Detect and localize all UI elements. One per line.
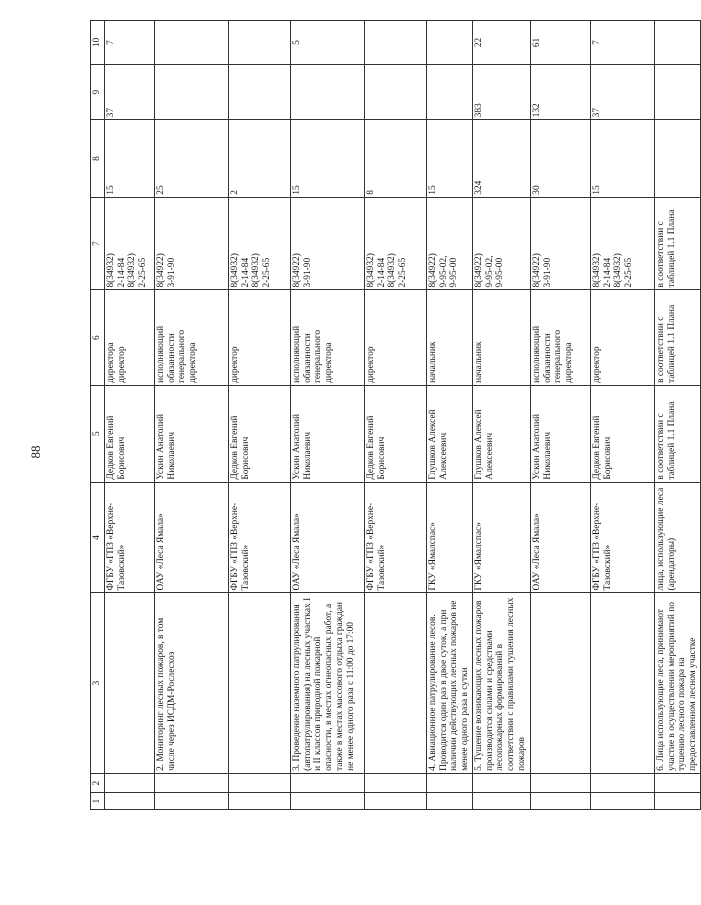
table-cell-col8: 15	[291, 120, 365, 197]
table-cell-col4: ФГБУ «ГПЗ «Верхне-Тазовский»	[365, 482, 427, 593]
table-cell-col2	[531, 773, 591, 792]
table-cell-col9: 37	[591, 64, 655, 119]
table-cell-col3: 2. Мониторинг лесных пожаров, в том числе через ИСДМ-Рослесхоз	[155, 593, 229, 773]
table-cell-col5: Дедков Евгений Борисович	[591, 385, 655, 482]
table-cell-col1	[655, 793, 701, 810]
table-cell-col9	[655, 64, 701, 119]
table-cell-col9: 37	[105, 64, 155, 119]
table-cell-col2	[229, 773, 291, 792]
table-cell-col10	[155, 21, 229, 65]
table-cell-col4: ОАУ «Леса Ямала»	[531, 482, 591, 593]
table-cell-col1	[229, 793, 291, 810]
table-row	[155, 21, 229, 810]
table-cell-col2	[291, 773, 365, 792]
table-row	[105, 21, 155, 810]
table-row	[291, 21, 365, 810]
table-cell-col2	[591, 773, 655, 792]
table-cell-col4: лица, использующие леса (арендаторы)	[655, 482, 701, 593]
table-cell-col5: Дедков Евгений Борисович	[365, 385, 427, 482]
table-cell-col6: в соответствии с таблицей 1.1 Плана	[655, 290, 701, 385]
table-cell-col3: 5. Тушение возникающих лесных пожаров производится силами и средствами лесопожарных формирований в соответствии с правилами тушения лесных пожаров	[473, 593, 531, 773]
table-cell-col6: начальник	[473, 290, 531, 385]
rotated-table-container	[90, 20, 699, 810]
header-cell: 10	[91, 21, 105, 65]
header-cell: 4	[91, 482, 105, 593]
header-cell: 5	[91, 385, 105, 482]
table-cell-col1	[105, 793, 155, 810]
table-cell-col4: ОАУ «Леса Ямала»	[155, 482, 229, 593]
table-cell-col10	[655, 21, 701, 65]
header-cell: 8	[91, 120, 105, 197]
table-cell-col6: исполняющий обязанности генерального директора	[291, 290, 365, 385]
table-cell-col8: 25	[155, 120, 229, 197]
table-cell-col10: 7	[105, 21, 155, 65]
header-cell: 9	[91, 64, 105, 119]
header-cell: 7	[91, 197, 105, 290]
table-cell-col7: 8(34922) 9-95-02, 9-95-00	[427, 197, 473, 290]
table-cell-col3	[591, 593, 655, 773]
table-cell-col9	[291, 64, 365, 119]
table-row	[655, 21, 701, 810]
table-cell-col7: 8(34922) 3-91-90	[155, 197, 229, 290]
header-cell: 3	[91, 593, 105, 773]
table-cell-col8: 15	[591, 120, 655, 197]
table-cell-col9: 383	[473, 64, 531, 119]
table-row	[473, 21, 531, 810]
table-cell-col1	[531, 793, 591, 810]
table-cell-col7: 8(34932) 2-14-84 8(34932) 2-25-65	[591, 197, 655, 290]
table-cell-col6: директор	[591, 290, 655, 385]
table-cell-col6: начальник	[427, 290, 473, 385]
table-cell-col3	[365, 593, 427, 773]
table-cell-col3	[229, 593, 291, 773]
table-cell-col1	[291, 793, 365, 810]
table-cell-col3: 4. Авиационное патрулирование лесов. Проводится один раз в двое суток, а при наличии действующих лесных пожаров не менее одного раза в сутки	[427, 593, 473, 773]
table-row	[591, 21, 655, 810]
table-row	[365, 21, 427, 810]
table-cell-col10	[365, 21, 427, 65]
table-cell-col4: ФГБУ «ГПЗ «Верхне-Тазовский»	[229, 482, 291, 593]
table-cell-col7: 8(34922) 3-91-90	[531, 197, 591, 290]
table-cell-col6: директор	[229, 290, 291, 385]
table-cell-col8: 8	[365, 120, 427, 197]
table-row	[427, 21, 473, 810]
table-cell-col4: ФГБУ «ГПЗ «Верхне-Тазовский»	[591, 482, 655, 593]
table-cell-col3	[105, 593, 155, 773]
table-cell-col1	[365, 793, 427, 810]
table-cell-col5: Дедков Евгений Борисович	[229, 385, 291, 482]
table-cell-col6: директор	[365, 290, 427, 385]
table-cell-col10: 61	[531, 21, 591, 65]
table-cell-col8: 2	[229, 120, 291, 197]
table-cell-col2	[365, 773, 427, 792]
table-cell-col4: ГКУ «Ямалспас»	[427, 482, 473, 593]
table-row	[229, 21, 291, 810]
table-cell-col5: Ускин Анатолий Николаевич	[291, 385, 365, 482]
table-cell-col10	[229, 21, 291, 65]
table-cell-col1	[427, 793, 473, 810]
table-cell-col6: исполняющий обязанности генерального директора	[531, 290, 591, 385]
table-cell-col7: 8(34932) 2-14-84 8(34932) 2-25-65	[105, 197, 155, 290]
table-cell-col5: Глушков Алексей Алексеевич	[427, 385, 473, 482]
table-cell-col6: исполняющий обязанности генерального директора	[155, 290, 229, 385]
table-cell-col5: Дедков Евгений Борисович	[105, 385, 155, 482]
table-cell-col10: 5	[291, 21, 365, 65]
table-cell-col6: директора директор	[105, 290, 155, 385]
table-cell-col5: в соответствии с таблицей 1.1 Плана	[655, 385, 701, 482]
table-cell-col10: 7	[591, 21, 655, 65]
table-cell-col10: 22	[473, 21, 531, 65]
table-cell-col3: 3. Проведение наземного патрулирования (автопатрулирования) на лесных участках I и II классов природной пожарной опасности, в местах огнеопасных работ, а также в местах массового отдыха граждан не менее одного раза с 11:00 до 17:00	[291, 593, 365, 773]
table-cell-col2	[155, 773, 229, 792]
table-cell-col4: ФГБУ «ГПЗ «Верхне-Тазовский»	[105, 482, 155, 593]
table-cell-col1	[591, 793, 655, 810]
table-cell-col8: 15	[427, 120, 473, 197]
table-cell-col8: 15	[105, 120, 155, 197]
table-cell-col3	[531, 593, 591, 773]
page-number: 88	[28, 445, 43, 459]
table-cell-col9	[155, 64, 229, 119]
table-cell-col5: Ускин Анатолий Николаевич	[155, 385, 229, 482]
table-cell-col10	[427, 21, 473, 65]
header-cell: 2	[91, 773, 105, 792]
table-cell-col9	[427, 64, 473, 119]
header-cell: 6	[91, 290, 105, 385]
table-cell-col2	[105, 773, 155, 792]
table-cell-col4: ОАУ «Леса Ямала»	[291, 482, 365, 593]
table-cell-col8: 324	[473, 120, 531, 197]
table-cell-col7: 8(34922) 9-95-02, 9-95-00	[473, 197, 531, 290]
table-cell-col3: 6. Лица использующие леса, принимают участие в осуществлении мероприятий по тушению лесного пожара на предоставленном лесном участке	[655, 593, 701, 773]
table-cell-col5: Ускин Анатолий Николаевич	[531, 385, 591, 482]
table-cell-col2	[655, 773, 701, 792]
table-cell-col8	[655, 120, 701, 197]
table-cell-col7: 8(34922) 3-91-90	[291, 197, 365, 290]
table-cell-col9: 132	[531, 64, 591, 119]
header-row	[91, 21, 105, 810]
table-cell-col2	[427, 773, 473, 792]
table-cell-col1	[155, 793, 229, 810]
table-cell-col9	[365, 64, 427, 119]
table-cell-col9	[229, 64, 291, 119]
table-cell-col7: в соответствии с таблицей 1.1 Плана	[655, 197, 701, 290]
table-cell-col7: 8(34932) 2-14-84 8(34932) 2-25-65	[229, 197, 291, 290]
fire-measures-table	[90, 20, 701, 810]
table-cell-col5: Глушков Алексей Алексеевич	[473, 385, 531, 482]
table-cell-col7: 8(34932) 2-14-84 8(34932) 2-25-65	[365, 197, 427, 290]
table-cell-col4: ГКУ «Ямалспас»	[473, 482, 531, 593]
table-cell-col2	[473, 773, 531, 792]
table-row	[531, 21, 591, 810]
header-cell: 1	[91, 793, 105, 810]
table-cell-col8: 30	[531, 120, 591, 197]
table-cell-col1	[473, 793, 531, 810]
